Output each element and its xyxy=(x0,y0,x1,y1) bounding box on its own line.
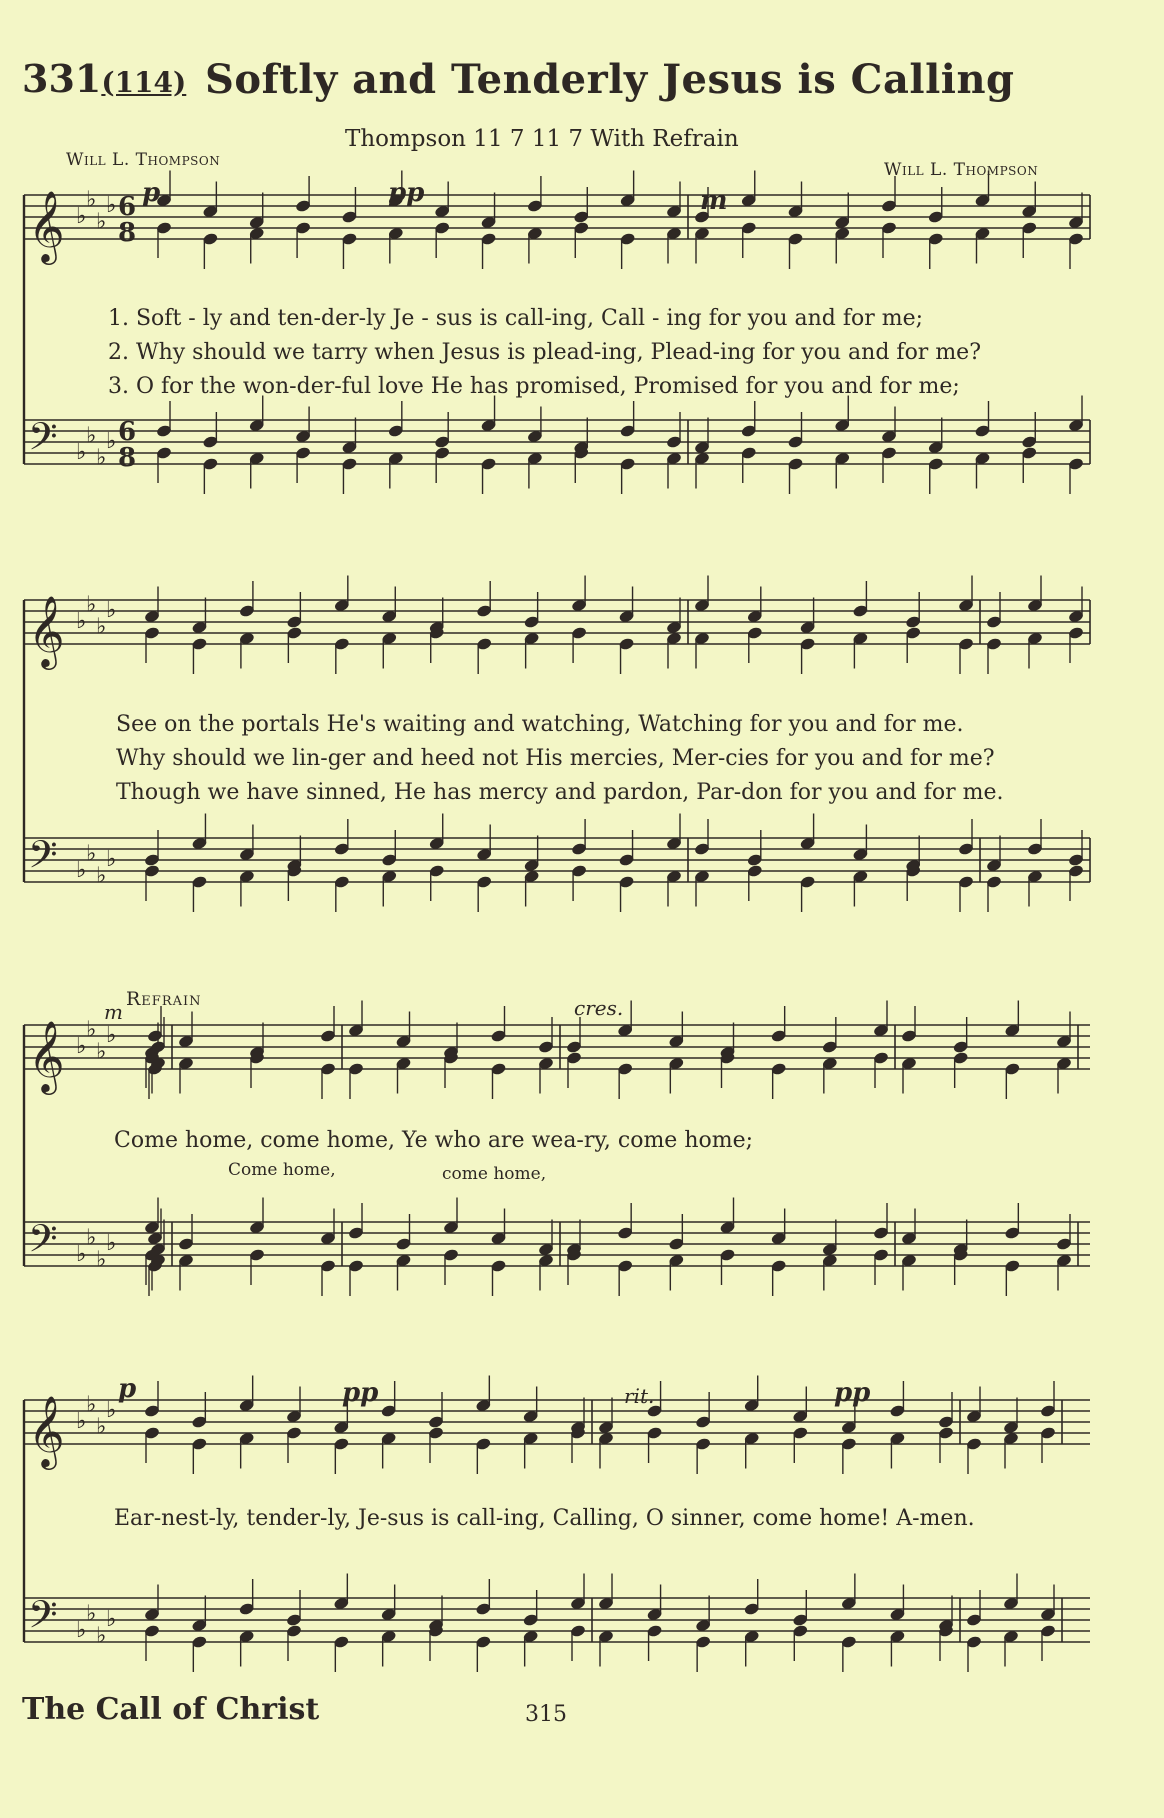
flat-sign-icon: ♭ xyxy=(96,1414,107,1440)
bass-clef-icon: 𝄢 xyxy=(28,414,58,468)
flat-sign-icon: ♭ xyxy=(106,193,117,218)
flat-sign-icon: ♭ xyxy=(96,1247,107,1273)
time-sig-bottom: 8 xyxy=(118,443,137,473)
composer-credit: Will L. Thompson xyxy=(884,160,1039,180)
verse-2-line-1: 2. Why should we tarry when Jesus is plead-ing, Plead-ing for you and for me? xyxy=(108,340,981,365)
flat-sign-icon: ♭ xyxy=(76,1034,87,1059)
bass-clef-icon: 𝄢 xyxy=(28,1216,58,1270)
flat-sign-icon: ♭ xyxy=(76,1409,87,1434)
bass-clef-icon: 𝄢 xyxy=(28,1592,58,1646)
dynamic-p: p xyxy=(142,178,161,208)
flat-sign-icon: ♭ xyxy=(86,1601,97,1627)
flat-sign-icon: ♭ xyxy=(106,598,117,623)
flat-sign-icon: ♭ xyxy=(96,209,107,235)
time-sig-top: 6 xyxy=(118,192,137,222)
flat-sign-icon: ♭ xyxy=(106,1607,117,1632)
bass-clef-icon: 𝄢 xyxy=(28,832,58,886)
flat-sign-icon: ♭ xyxy=(76,858,87,883)
flat-sign-icon: ♭ xyxy=(76,609,87,634)
dynamic-rit: rit. xyxy=(624,1384,655,1408)
dynamic-pp: pp xyxy=(388,178,425,208)
flat-sign-icon: ♭ xyxy=(86,592,97,618)
refrain-line-1: Come home, come home, Ye who are wea-ry, come home; xyxy=(114,1128,754,1153)
flat-sign-icon: ♭ xyxy=(86,1225,97,1251)
echo-come-home-1: Come home, xyxy=(228,1160,336,1180)
flat-sign-icon: ♭ xyxy=(86,1017,97,1043)
flat-sign-icon: ♭ xyxy=(76,204,87,229)
treble-clef-icon: 𝄞 xyxy=(28,1394,65,1467)
flat-sign-icon: ♭ xyxy=(76,1242,87,1267)
flat-sign-icon: ♭ xyxy=(86,423,97,449)
treble-clef-icon: 𝄞 xyxy=(28,189,65,262)
section-title: The Call of Christ xyxy=(22,1692,320,1727)
hymn-number-alt: (114) xyxy=(101,66,187,99)
treble-clef-icon: 𝄞 xyxy=(28,594,65,667)
verse-1-line-1: 1. Soft - ly and ten-der-ly Je - sus is call-ing, Call - ing for you and for me; xyxy=(108,306,924,331)
flat-sign-icon: ♭ xyxy=(96,614,107,640)
dynamic-m-refrain: m xyxy=(104,1000,123,1024)
flat-sign-icon: ♭ xyxy=(96,1039,107,1065)
flat-sign-icon: ♭ xyxy=(106,847,117,872)
dynamic-m: m xyxy=(700,186,728,216)
lyricist-credit: Will L. Thompson xyxy=(66,150,221,170)
flat-sign-icon: ♭ xyxy=(76,1618,87,1643)
verse-3-line-2: Though we have sinned, He has mercy and pardon, Par-don for you and for me. xyxy=(116,780,1004,805)
flat-sign-icon: ♭ xyxy=(106,1231,117,1256)
flat-sign-icon: ♭ xyxy=(106,1023,117,1048)
flat-sign-icon: ♭ xyxy=(96,445,107,471)
verse-3-line-1: 3. O for the won-der-ful love He has promised, Promised for you and for me; xyxy=(108,374,960,399)
time-sig-top: 6 xyxy=(118,417,137,447)
dynamic-p-2: p xyxy=(118,1374,137,1404)
flat-sign-icon: ♭ xyxy=(106,429,117,454)
time-sig-bottom: 8 xyxy=(118,218,137,248)
verse-2-line-2: Why should we lin-ger and heed not His mercies, Mer-cies for you and for me? xyxy=(116,746,995,771)
refrain-line-2: Ear-nest-ly, tender-ly, Je-sus is call-ing, Calling, O sinner, come home! A-men. xyxy=(114,1506,975,1531)
flat-sign-icon: ♭ xyxy=(106,1398,117,1423)
refrain-label: Refrain xyxy=(126,988,202,1010)
page-number: 315 xyxy=(525,1702,567,1727)
tune-meter-line: Thompson 11 7 11 7 With Refrain xyxy=(345,126,739,152)
hymn-number-main: 331 xyxy=(22,56,102,101)
verse-1-line-2: See on the portals He's waiting and watching, Watching for you and for me. xyxy=(116,712,964,737)
flat-sign-icon: ♭ xyxy=(86,1392,97,1418)
dynamic-cres: cres. xyxy=(574,996,624,1020)
flat-sign-icon: ♭ xyxy=(86,841,97,867)
flat-sign-icon: ♭ xyxy=(86,187,97,213)
flat-sign-icon: ♭ xyxy=(76,440,87,465)
hymn-title: Softly and Tenderly Jesus is Calling xyxy=(205,56,1015,103)
flat-sign-icon: ♭ xyxy=(96,1623,107,1649)
flat-sign-icon: ♭ xyxy=(96,863,107,889)
dynamic-pp-2: pp xyxy=(342,1378,379,1408)
echo-come-home-2: come home, xyxy=(442,1164,547,1184)
dynamic-pp-3: pp xyxy=(834,1378,871,1408)
treble-clef-icon: 𝄞 xyxy=(28,1019,65,1092)
